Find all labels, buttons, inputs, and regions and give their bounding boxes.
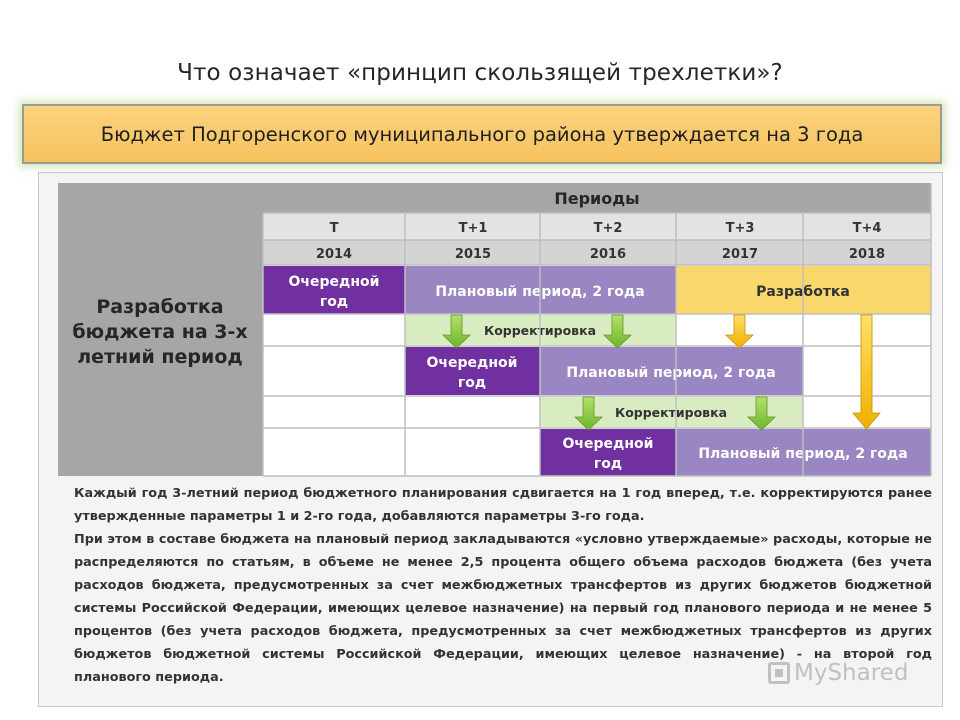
col-label-t: T (329, 221, 339, 236)
col-label-t2: T+2 (593, 221, 623, 236)
col-year-2018: 2018 (848, 247, 886, 262)
left-header-line-1: Разработка (96, 296, 224, 318)
col-year-2014: 2014 (315, 247, 353, 262)
description-paragraph-1: Каждый год 3-летний период бюджетного планирования сдвигается на 1 год вперед, т.е. корректируются ранее утвержденные параметры 1 и 2-го года, добавляются параметры 3-го года. (74, 486, 932, 524)
row4-correction-label: Корректировка (614, 405, 728, 420)
row3-planning-label: Плановый период, 2 года (566, 365, 776, 381)
description-paragraph-2: При этом в составе бюджета на плановый период закладываются «условно утверждаемые» расходы, которые не распределяются по статьям, в объеме не менее 2,5 процента общего объема расходов бюджета (без учета расходов бюджета, предусмотренных за счет межбюджетных трансфертов из других бюджетов бюджетной системы Российской Федерации, имеющих целевое назначение) на первый год планового периода и не менее 5 процентов (без учета расходов бюджета, предусмотренных за счет межбюджетных трансфертов из других бюджетов бюджетной системы Российской Федерации, имеющих целевое назначение) - на второй год планового периода. (74, 532, 932, 685)
watermark-logo-icon (768, 662, 790, 684)
row1-current-line-1: Очередной (288, 274, 380, 290)
watermark-text: MyShared (794, 660, 909, 686)
watermark (768, 660, 908, 686)
col-year-2015: 2015 (454, 247, 492, 262)
row1-planning-label: Плановый период, 2 года (435, 284, 645, 300)
left-header-line-3: летний период (77, 346, 243, 368)
row3-current-line-1: Очередной (426, 355, 518, 371)
col-label-t3: T+3 (725, 221, 755, 236)
col-year-2017: 2017 (721, 247, 759, 262)
row1-development-label: Разработка (756, 284, 850, 300)
left-header-line-2: бюджета на 3-х (72, 321, 248, 343)
row2-correction-label: Корректировка (483, 323, 597, 338)
row1-current-line-2: год (319, 294, 349, 310)
col-label-t1: T+1 (458, 221, 488, 236)
description-text (74, 482, 932, 689)
row5-current-line-2: год (593, 456, 623, 472)
budget-banner: Бюджет Подгоренского муниципального района утверждается на 3 года (22, 104, 942, 164)
col-year-2016: 2016 (589, 247, 627, 262)
col-label-t4: T+4 (852, 221, 882, 236)
periods-header: Периоды (554, 189, 640, 208)
slide-title: Что означает «принцип скользящей трехлетки»? (177, 60, 783, 86)
row5-planning-label: Плановый период, 2 года (698, 446, 908, 462)
row3-current-line-2: год (457, 375, 487, 391)
row5-current-line-1: Очередной (562, 436, 654, 452)
